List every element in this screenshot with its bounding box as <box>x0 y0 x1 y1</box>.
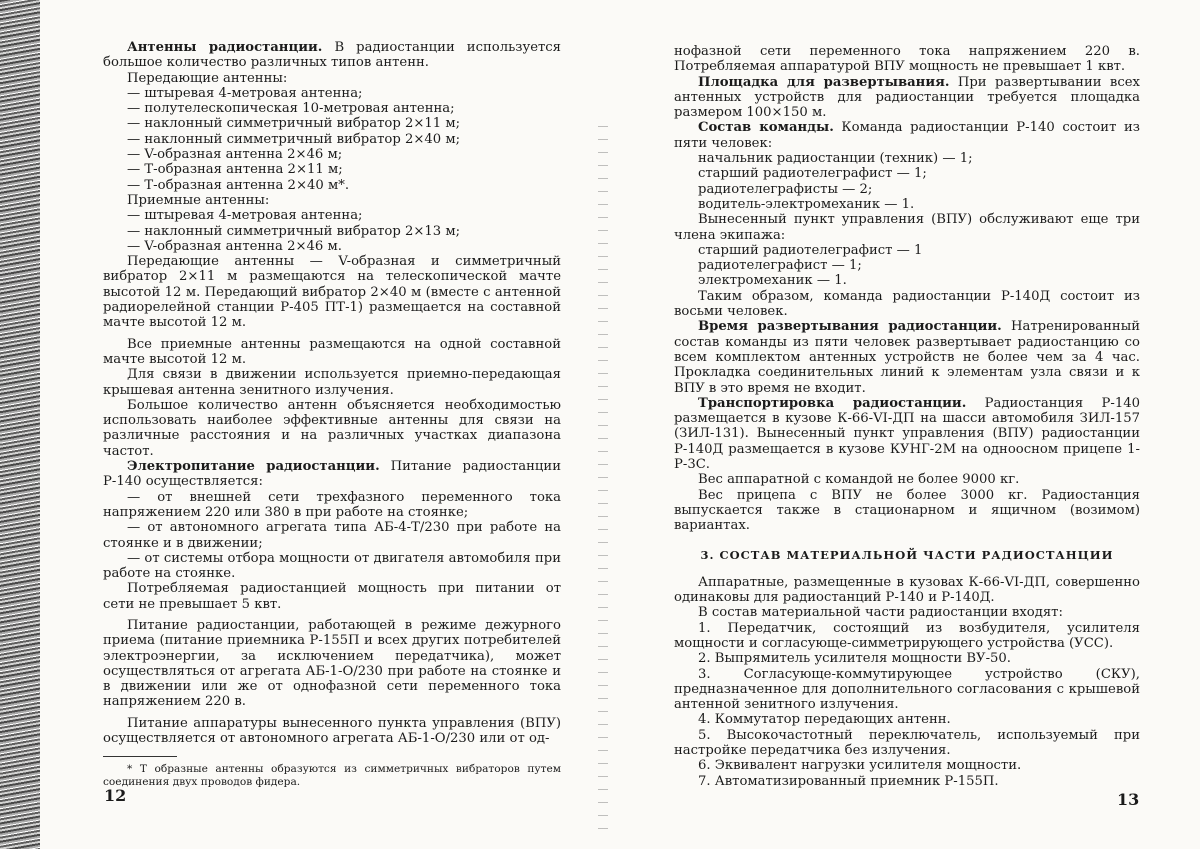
paragraph-site: Площадка для развертывания. При развертывании всех антенных устройств для радиостанции требуется площадка размером 100×150 м. <box>674 74 1140 121</box>
list-item: старший радиотелеграфист — 1; <box>698 166 927 182</box>
paragraph: Аппаратные, размещенные в кузовах К-66-VI-ДП, совершенно одинаковы для радиостанций Р-140 и Р-140Д. <box>674 574 1140 606</box>
paragraph: Вес прицепа с ВПУ не более 3000 кг. Радиостанция выпускается также в стационарном и ящичном (возимом) вариантах. <box>674 487 1140 534</box>
list-item: начальник радиостанции (техник) — 1; <box>698 151 973 167</box>
list-item: — полутелескопическая 10-метровая антенна; <box>127 101 455 117</box>
paragraph: — от системы отбора мощности от двигателя автомобиля при работе на стоянке. <box>103 550 561 582</box>
list-item: электромеханик — 1. <box>698 273 847 289</box>
list-item: — наклонный симметричный вибратор 2×40 м; <box>127 131 461 147</box>
footnote-rule <box>103 756 177 757</box>
paragraph: Вес аппаратной с командой не более 9000 кг. <box>698 472 1020 488</box>
paragraph-power: Электропитание радиостанции. Питание радиостанции Р-140 осуществляется: <box>103 459 561 490</box>
list-item: 5. Высокочастотный переключатель, используемый при настройке передатчика без излучения. <box>674 727 1140 759</box>
footnote: * Т образные антенны образуются из симметричных вибраторов путем соединения двух проводов фидера. <box>103 763 561 789</box>
list-item: водитель-электромеханик — 1. <box>698 196 915 212</box>
paragraph: — от внешней сети трехфазного переменного тока напряжением 220 или 380 в при работе на стоянке; <box>103 489 561 520</box>
list-item: — штыревая 4-метровая антенна; <box>127 85 363 101</box>
paragraph: Передающие антенны — V-образная и симметричный вибратор 2×11 м размещаются на телескопической мачте высотой 12 м. Передающий вибратор 2×40 м (вместе с антенной радиорелейной станции Р-405 ПТ-1) размещается на составной мачте высотой 12 м. <box>103 254 561 331</box>
rx-antennas-heading: Приемные антенны: <box>127 192 270 208</box>
list-item: — Т-образная антенна 2×40 м*. <box>127 177 350 193</box>
list-item: — Т-образная антенна 2×11 м; <box>127 162 343 178</box>
book-binding-edge <box>0 0 40 849</box>
section-title: 3. СОСТАВ МАТЕРИАЛЬНОЙ ЧАСТИ РАДИОСТАНЦИИ <box>700 547 1114 562</box>
paragraph-deploy-time: Время развертывания радиостанции. Натренированный состав команды из пяти человек развертывает радиостанцию со всем комплектом антенных устройств не более чем за 4 час. Прокладка соединительных линий к элементам узла связи и к ВПУ в это время не входит. <box>674 319 1140 396</box>
list-item: радиотелеграфисты — 2; <box>698 181 873 197</box>
paragraph-crew: Состав команды. Команда радиостанции Р-140 состоит из пяти человек: <box>674 120 1140 151</box>
list-item: — V-образная антенна 2×46 м; <box>127 147 343 163</box>
list-item: 7. Автоматизированный приемник Р-155П. <box>698 773 999 789</box>
paragraph: Питание радиостанции, работающей в режиме дежурного приема (питание приемника Р-155П и всех других потребителей электроэнергии, за исключением передатчика), может осуществляться от агрегата АБ-1-О/230 при работе на стоянке и в движении или же от однофазной сети переменного тока напряжением 220 в. <box>103 617 561 710</box>
list-item: — наклонный симметричный вибратор 2×11 м; <box>127 116 461 132</box>
left-page <box>103 40 561 789</box>
right-page <box>674 44 1140 789</box>
paragraph: Питание аппаратуры вынесенного пункта управления (ВПУ) осуществляется от автономного агрегата АБ-1-О/230 или от од- <box>103 715 561 747</box>
list-item: 2. Выпрямитель усилителя мощности ВУ-50. <box>698 651 1011 667</box>
paragraph: Для связи в движении используется приемно-передающая крышевая антенна зенитного излучения. <box>103 367 561 398</box>
list-item: — V-образная антенна 2×46 м. <box>127 238 342 254</box>
paragraph: Все приемные антенны размещаются на одной составной мачте высотой 12 м. <box>103 336 561 367</box>
page-number-right: 13 <box>1117 790 1140 809</box>
paragraph: Таким образом, команда радиостанции Р-140Д состоит из восьми человек. <box>674 288 1140 320</box>
paragraph: Большое количество антенн объясняется необходимостью использовать наиболее эффективные антенны для связи на различные расстояния и на различных участках диапазона частот. <box>103 397 561 459</box>
tx-antennas-heading: Передающие антенны: <box>127 70 288 86</box>
list-item: — наклонный симметричный вибратор 2×13 м; <box>127 223 461 239</box>
paragraph: Вынесенный пункт управления (ВПУ) обслуживают еще три члена экипажа: <box>674 212 1140 243</box>
paragraph: — от автономного агрегата типа АБ-4-Т/230 при работе на стоянке и в движении; <box>103 520 561 551</box>
list-item: старший радиотелеграфист — 1 <box>698 242 923 258</box>
paragraph-antennas: Антенны радиостанции. В радиостанции используется большое количество различных типов антенн. <box>103 40 562 71</box>
paragraph: Потребляемая радиостанцией мощность при питании от сети не превышает 5 квт. <box>103 581 561 612</box>
list-item: 6. Эквивалент нагрузки усилителя мощности. <box>698 758 1022 774</box>
list-item: радиотелеграфист — 1; <box>698 258 862 274</box>
paragraph-transport: Транспортировка радиостанции. Радиостанция Р-140 размещается в кузове К-66-VI-ДП на шасси автомобиля ЗИЛ-157 (ЗИЛ-131). Вынесенный пункт управления (ВПУ) радиостанции Р-140Д размещается в кузове КУНГ-2М на одноосном прицепе 1-Р-3С. <box>674 395 1140 473</box>
paragraph: нофазной сети переменного тока напряжением 220 в. Потребляемая аппаратурой ВПУ мощность не превышает 1 квт. <box>674 44 1140 75</box>
list-item: — штыревая 4-метровая антенна; <box>127 208 363 224</box>
paragraph: В состав материальной части радиостанции входят: <box>698 605 1063 621</box>
list-item: 4. Коммутатор передающих антенн. <box>698 712 951 728</box>
page-number-left: 12 <box>104 786 127 805</box>
list-item: 1. Передатчик, состоящий из возбудителя, усилителя мощности и согласующе-симметрирующего устройства (УСС). <box>674 620 1140 651</box>
page-gutter <box>598 120 608 840</box>
list-item: 3. Согласующе-коммутирующее устройство (СКУ), предназначенное для дополнительного согласования с крышевой антенной зенитного излучения. <box>674 666 1140 713</box>
